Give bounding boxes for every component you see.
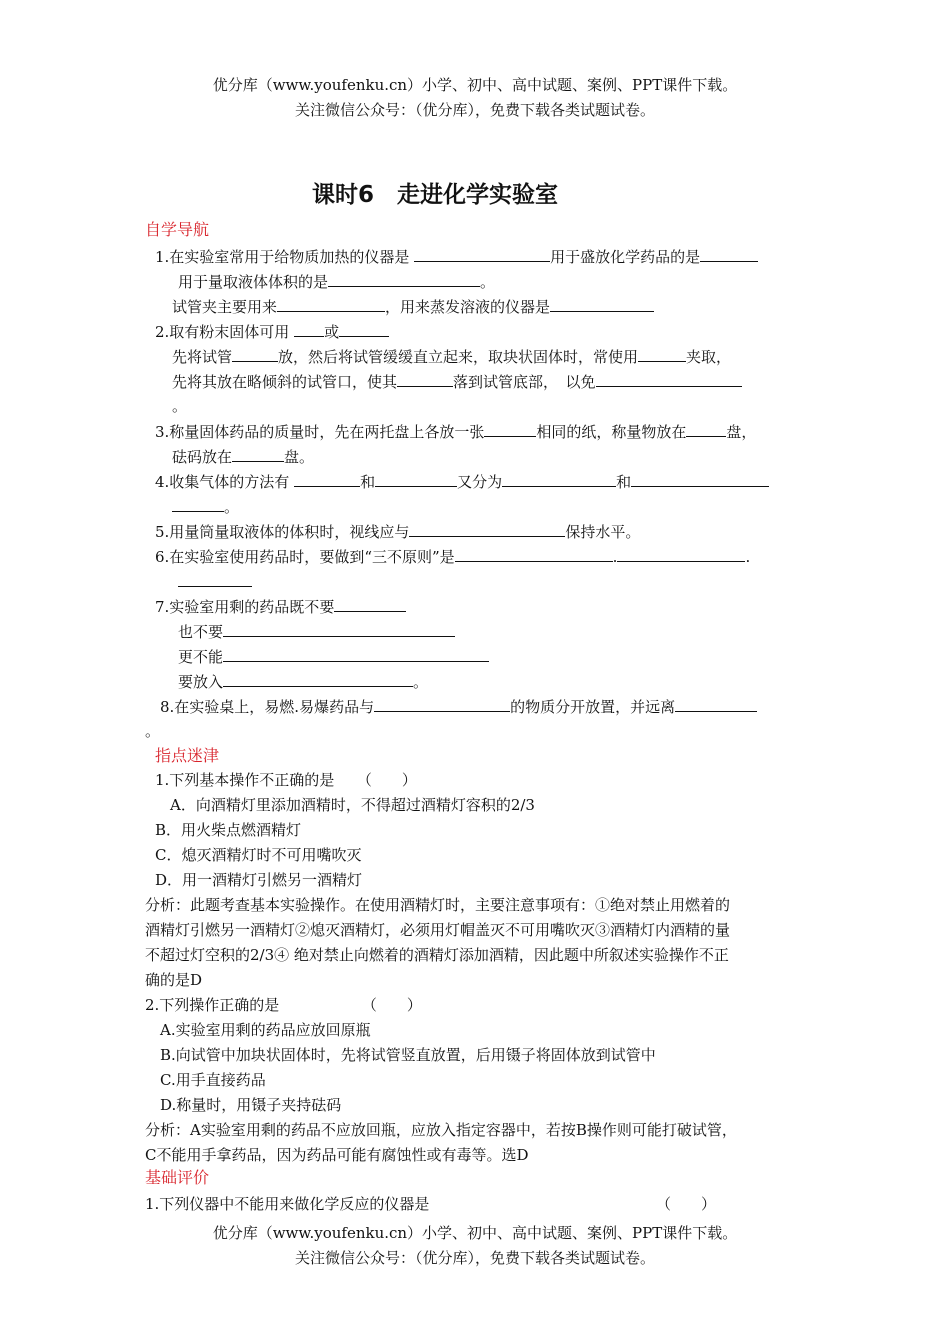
self-study-q1-line3	[172, 296, 654, 317]
guide-analysis-1-line4: 确的是D	[145, 971, 203, 989]
blank	[675, 696, 757, 712]
q7-text-d: 要放入	[178, 673, 224, 691]
guide-q2-option-d: D.称量时，用镊子夹持砝码	[160, 1096, 342, 1114]
self-study-q4	[155, 471, 769, 492]
blank	[409, 521, 565, 537]
guide-analysis-1-line2: 酒精灯引燃另一酒精灯②熄灭酒精灯，必须用灯帽盖灭不可用嘴吹灭③酒精灯内酒精的量	[145, 921, 731, 939]
self-study-q2	[155, 321, 389, 342]
blank	[686, 421, 726, 437]
blank	[550, 296, 654, 312]
blank	[414, 246, 550, 262]
guide-q2-option-c: C.用手直接药品	[160, 1071, 266, 1089]
guide-q1-option-c: C．熄灭酒精灯时不可用嘴吹灭	[155, 846, 362, 864]
section-self-study-heading: 自学导航	[145, 220, 210, 239]
q5-text-b: 保持水平。	[565, 523, 641, 541]
q1-text-d: 试管夹主要用来	[172, 298, 278, 316]
self-study-q1-line2: 用于量取液体体积的是 。	[178, 273, 496, 291]
self-study-q7-line3	[178, 646, 489, 667]
footer-line-2: 关注微信公众号：（优分库），免费下载各类试题试卷。	[294, 1249, 655, 1267]
section-guide-heading: 指点迷津	[155, 746, 220, 765]
q4-text-c: 又分为	[457, 473, 503, 491]
blank	[223, 646, 489, 662]
self-study-q7	[155, 596, 406, 617]
q5-text-a: 5.用量筒量取液体的体积时，视线应与	[155, 523, 410, 541]
self-study-q2-line2	[172, 346, 731, 367]
blank	[502, 471, 616, 487]
q3-text-d: 砝码放在	[172, 448, 233, 466]
blank	[374, 696, 510, 712]
blank	[294, 471, 360, 487]
section-basic-heading: 基础评价	[145, 1168, 210, 1187]
guide-q2: 2.下列操作正确的是 （ ）	[145, 996, 422, 1014]
blank	[328, 271, 480, 287]
blank	[638, 346, 686, 362]
guide-analysis-1-line3: 不超过灯空积的2/3④ 绝对禁止向燃着的酒精灯添加酒精，因此题中所叙述实验操作不正	[145, 946, 729, 964]
q4-text-b: 和	[360, 473, 376, 491]
self-study-q8	[160, 696, 757, 717]
guide-q1-option-b: B．用火柴点燃酒精灯	[155, 821, 302, 839]
header-line-1: 优分库（www.youfenku.cn）小学、初中、高中试题、案例、PPT课件下载。	[212, 76, 738, 94]
blank	[172, 496, 224, 512]
blank	[334, 596, 406, 612]
blank	[277, 296, 385, 312]
q8-text-a: 8.在实验桌上，易燃.易爆药品与	[160, 698, 375, 716]
q4-text-a: 4.收集气体的方法有	[155, 473, 290, 491]
self-study-q5	[155, 521, 640, 542]
guide-q1: 1.下列基本操作不正确的是 （ ）	[155, 771, 417, 789]
basic-q1: 1.下列仪器中不能用来做化学反应的仪器是	[145, 1195, 430, 1213]
q2-text-b: 或	[324, 323, 340, 341]
self-study-q7-line4: 要放入 。	[178, 673, 429, 691]
q2-text-d: 放，然后将试管缓缓直立起来，取块状固体时，常使用	[278, 348, 639, 366]
q3-text-b: 相同的纸，称量物放在	[536, 423, 687, 441]
blank	[232, 446, 284, 462]
q2-text-e: 夹取，	[686, 348, 732, 366]
self-study-q6-line2	[178, 571, 252, 592]
guide-q2-option-a: A.实验室用剩的药品应放回原瓶	[160, 1021, 371, 1039]
self-study-q6: 6.在实验室使用药品时，要做到“三不原则”是 . .	[155, 548, 751, 566]
q3-text-a: 3.称量固体药品的质量时，先在两托盘上各放一张	[155, 423, 485, 441]
page-title: 课时6 走进化学实验室	[311, 182, 558, 208]
self-study-q3-line2	[172, 446, 314, 467]
period-mark: 。	[145, 722, 161, 740]
q3-text-c: 盘，	[726, 423, 757, 441]
period-mark: 。	[172, 397, 188, 415]
q2-text-f: 先将其放在略倾斜的试管口，使其	[172, 373, 398, 391]
blank	[631, 471, 769, 487]
blank	[223, 621, 455, 637]
self-study-q3	[155, 421, 756, 442]
blank	[596, 371, 742, 387]
q3-text-e: 盘。	[284, 448, 315, 466]
q2-text-a: 2.取有粉末固体可用	[155, 323, 290, 341]
q1-text-b: 用于盛放化学药品的是	[550, 248, 701, 266]
guide-analysis-2-line2: C不能用手拿药品，因为药品可能有腐蚀性或有毒等。选D	[145, 1146, 529, 1164]
guide-analysis-1-line1: 分析：此题考查基本实验操作。在使用酒精灯时，主要注意事项有：①绝对禁止用燃着的	[145, 896, 731, 914]
blank	[223, 671, 413, 687]
q1-text-c: 用于量取液体体积的是	[178, 273, 329, 291]
guide-q1-option-d: D．用一酒精灯引燃另一酒精灯	[155, 871, 363, 889]
q6-text-a: 6.在实验室使用药品时，要做到“三不原则”是	[155, 548, 455, 566]
blank	[232, 346, 278, 362]
blank	[397, 371, 453, 387]
blank	[455, 546, 613, 562]
blank	[700, 246, 758, 262]
blank	[484, 421, 536, 437]
blank	[178, 571, 252, 587]
header-line-2: 关注微信公众号：（优分库），免费下载各类试题试卷。	[294, 101, 655, 119]
q2-text-g: 落到试管底部， 以免	[453, 373, 596, 391]
self-study-q1	[155, 246, 758, 267]
blank	[617, 546, 745, 562]
guide-analysis-2-line1: 分析：A实验室用剩的药品不应放回瓶，应放入指定容器中，若按B操作则可能打破试管，	[145, 1121, 737, 1139]
q4-text-d: 和	[616, 473, 632, 491]
self-study-q2-line3	[172, 371, 742, 392]
guide-q1-option-a: A．向酒精灯里添加酒精时，不得超过酒精灯容积的2/3	[170, 796, 535, 814]
blank	[294, 321, 324, 337]
q2-text-c: 先将试管	[172, 348, 233, 366]
q7-text-a: 7.实验室用剩的药品既不要	[155, 598, 335, 616]
q1-text-a: 1.在实验室常用于给物质加热的仪器是	[155, 248, 410, 266]
blank	[339, 321, 389, 337]
blank	[375, 471, 457, 487]
q1-text-e: ，用来蒸发溶液的仪器是	[385, 298, 551, 316]
q7-text-c: 更不能	[178, 648, 224, 666]
footer-line-1: 优分库（www.youfenku.cn）小学、初中、高中试题、案例、PPT课件下载。	[212, 1224, 738, 1242]
self-study-q4-line2: 。	[172, 496, 239, 517]
self-study-q7-line2	[178, 621, 455, 642]
q7-text-b: 也不要	[178, 623, 224, 641]
basic-q1-answer-paren: （ ）	[656, 1195, 717, 1213]
q8-text-b: 的物质分开放置，并远离	[510, 698, 676, 716]
guide-q2-option-b: B.向试管中加块状固体时，先将试管竖直放置，后用镊子将固体放到试管中	[160, 1046, 656, 1064]
